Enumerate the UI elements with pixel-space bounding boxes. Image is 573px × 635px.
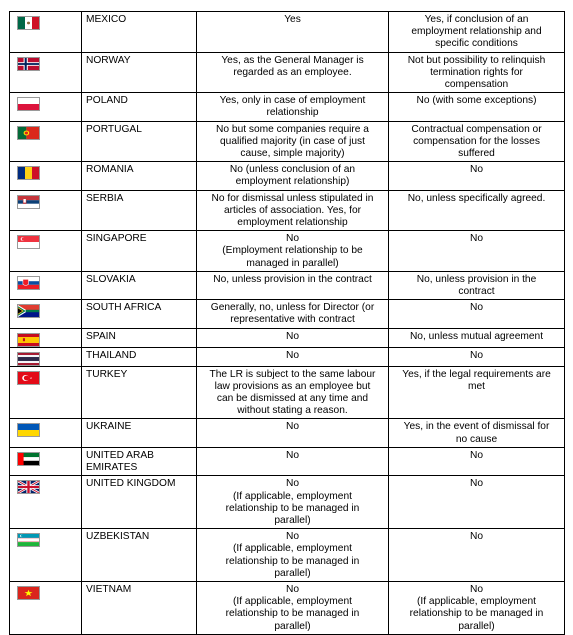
- slovakia-flag-icon: [17, 276, 40, 290]
- answer-cell-column-2: [389, 190, 565, 231]
- country-name: [82, 271, 197, 299]
- flag-cell: [10, 529, 82, 582]
- cell-text-line: parallel): [201, 515, 384, 527]
- cell-text-line: No: [393, 450, 560, 462]
- table-row-thailand: [10, 347, 565, 366]
- cell-text-line: The LR is subject to the same labour: [201, 369, 384, 381]
- answer-cell-column-2: [389, 447, 565, 475]
- cell-text-line: met: [393, 381, 560, 393]
- answer-cell-column-2: [389, 271, 565, 299]
- cell-text-line: No, unless specifically agreed.: [393, 193, 560, 205]
- mexico-flag-icon: [17, 16, 40, 30]
- vietnam-flag-icon: [17, 586, 40, 600]
- poland-flag-icon: [17, 97, 40, 111]
- country-name: [82, 419, 197, 447]
- cell-text-line: can be dismissed at any time and: [201, 393, 384, 405]
- table-row-serbia: [10, 190, 565, 231]
- answer-cell-column-2: [389, 476, 565, 529]
- cell-text-line: Not but possibility to relinquish: [393, 55, 560, 67]
- thailand-flag-icon: [17, 352, 40, 366]
- country-name-line: SPAIN: [86, 331, 192, 343]
- answer-cell-column-2: [389, 529, 565, 582]
- uk-flag-icon: [17, 480, 40, 494]
- flag-cell: [10, 190, 82, 231]
- cell-text-line: Contractual compensation or: [393, 124, 560, 136]
- south-africa-flag-icon: [17, 304, 40, 318]
- flag-cell: [10, 162, 82, 190]
- country-name: [82, 231, 197, 272]
- country-name-line: NORWAY: [86, 55, 192, 67]
- cell-text-line: compensation: [393, 79, 560, 91]
- country-name: [82, 52, 197, 93]
- country-name-line: UZBEKISTAN: [86, 531, 192, 543]
- cell-text-line: No: [393, 584, 560, 596]
- cell-text-line: compensation for the losses: [393, 136, 560, 148]
- flag-cell: [10, 121, 82, 162]
- flag-cell: [10, 300, 82, 328]
- answer-cell-column-1: [197, 121, 389, 162]
- cell-text-line: relationship: [201, 107, 384, 119]
- flag-cell: [10, 419, 82, 447]
- country-name-line: THAILAND: [86, 350, 192, 362]
- serbia-flag-icon: [17, 195, 40, 209]
- cell-text-line: No: [201, 421, 384, 433]
- flag-cell: [10, 271, 82, 299]
- flag-cell: [10, 366, 82, 419]
- cell-text-line: Yes, if the legal requirements are: [393, 369, 560, 381]
- flag-cell: [10, 52, 82, 93]
- cell-text-line: regarded as an employee.: [201, 67, 384, 79]
- cell-text-line: No, unless provision in the contract: [201, 274, 384, 286]
- answer-cell-column-1: [197, 52, 389, 93]
- answer-cell-column-2: [389, 12, 565, 53]
- country-name: [82, 476, 197, 529]
- cell-text-line: Yes, in the event of dismissal for: [393, 421, 560, 433]
- cell-text-line: No: [201, 478, 384, 490]
- cell-text-line: Yes, if conclusion of an: [393, 14, 560, 26]
- romania-flag-icon: [17, 166, 40, 180]
- country-name-line: MEXICO: [86, 14, 192, 26]
- table-row-united-kingdom: [10, 476, 565, 529]
- answer-cell-column-2: [389, 300, 565, 328]
- table-row-south-africa: [10, 300, 565, 328]
- norway-flag-icon: [17, 57, 40, 71]
- country-name-line: ROMANIA: [86, 164, 192, 176]
- country-name: [82, 366, 197, 419]
- country-name: [82, 529, 197, 582]
- cell-text-line: parallel): [201, 621, 384, 633]
- table-row-spain: [10, 328, 565, 347]
- cell-text-line: No: [201, 233, 384, 245]
- cell-text-line: (If applicable, employment: [201, 596, 384, 608]
- portugal-flag-icon: [17, 126, 40, 140]
- cell-text-line: relationship to be managed in: [201, 608, 384, 620]
- answer-cell-column-1: [197, 12, 389, 53]
- cell-text-line: No, unless mutual agreement: [393, 331, 560, 343]
- answer-cell-column-2: [389, 347, 565, 366]
- cell-text-line: No: [393, 350, 560, 362]
- table-body: [10, 12, 565, 635]
- cell-text-line: relationship to be managed in: [393, 608, 560, 620]
- cell-text-line: No: [201, 331, 384, 343]
- cell-text-line: without stating a reason.: [201, 405, 384, 417]
- cell-text-line: Generally, no, unless for Director (or: [201, 302, 384, 314]
- flag-cell: [10, 347, 82, 366]
- cell-text-line: No: [393, 478, 560, 490]
- table-row-portugal: [10, 121, 565, 162]
- country-name: [82, 121, 197, 162]
- uae-flag-icon: [17, 452, 40, 466]
- comparison-table: [9, 11, 565, 635]
- table-row-ukraine: [10, 419, 565, 447]
- cell-text-line: No, unless provision in the: [393, 274, 560, 286]
- table-row-poland: [10, 93, 565, 121]
- country-name-line: POLAND: [86, 95, 192, 107]
- cell-text-line: No: [201, 450, 384, 462]
- answer-cell-column-1: [197, 190, 389, 231]
- answer-cell-column-1: [197, 271, 389, 299]
- cell-text-line: qualified majority (in case of just: [201, 136, 384, 148]
- cell-text-line: Yes: [201, 14, 384, 26]
- cell-text-line: parallel): [201, 568, 384, 580]
- country-name: [82, 162, 197, 190]
- answer-cell-column-1: [197, 93, 389, 121]
- flag-cell: [10, 447, 82, 475]
- answer-cell-column-1: [197, 447, 389, 475]
- cell-text-line: relationship to be managed in: [201, 556, 384, 568]
- cell-text-line: cause, simple majority): [201, 148, 384, 160]
- answer-cell-column-2: [389, 581, 565, 634]
- answer-cell-column-2: [389, 52, 565, 93]
- cell-text-line: law provisions as an employee but: [201, 381, 384, 393]
- table-row-turkey: [10, 366, 565, 419]
- table-row-singapore: [10, 231, 565, 272]
- table-row-romania: [10, 162, 565, 190]
- table-row-norway: [10, 52, 565, 93]
- cell-text-line: termination rights for: [393, 67, 560, 79]
- cell-text-line: specific conditions: [393, 38, 560, 50]
- table-row-mexico: [10, 12, 565, 53]
- spain-flag-icon: [17, 333, 40, 347]
- country-name: [82, 93, 197, 121]
- answer-cell-column-1: [197, 419, 389, 447]
- flag-cell: [10, 93, 82, 121]
- answer-cell-column-1: [197, 529, 389, 582]
- country-name-line: UNITED ARAB: [86, 450, 192, 462]
- country-name-line: TURKEY: [86, 369, 192, 381]
- cell-text-line: employment relationship: [201, 217, 384, 229]
- country-name-line: SOUTH AFRICA: [86, 302, 192, 314]
- answer-cell-column-1: [197, 300, 389, 328]
- answer-cell-column-2: [389, 231, 565, 272]
- answer-cell-column-2: [389, 419, 565, 447]
- cell-text-line: employment relationship and: [393, 26, 560, 38]
- cell-text-line: No: [201, 531, 384, 543]
- country-name-line: SERBIA: [86, 193, 192, 205]
- cell-text-line: Yes, as the General Manager is: [201, 55, 384, 67]
- cell-text-line: No for dismissal unless stipulated in: [201, 193, 384, 205]
- cell-text-line: employment relationship): [201, 176, 384, 188]
- flag-cell: [10, 231, 82, 272]
- cell-text-line: No: [393, 164, 560, 176]
- cell-text-line: suffered: [393, 148, 560, 160]
- cell-text-line: relationship to be managed in: [201, 503, 384, 515]
- answer-cell-column-1: [197, 162, 389, 190]
- country-name-line: UNITED KINGDOM: [86, 478, 192, 490]
- singapore-flag-icon: [17, 235, 40, 249]
- cell-text-line: (If applicable, employment: [201, 491, 384, 503]
- table-row-slovakia: [10, 271, 565, 299]
- cell-text-line: No: [201, 584, 384, 596]
- country-name-line: SLOVAKIA: [86, 274, 192, 286]
- country-name-line: UKRAINE: [86, 421, 192, 433]
- uzbekistan-flag-icon: [17, 533, 40, 547]
- table-row-vietnam: [10, 581, 565, 634]
- cell-text-line: parallel): [393, 621, 560, 633]
- table-row-uzbekistan: [10, 529, 565, 582]
- turkey-flag-icon: [17, 371, 40, 385]
- cell-text-line: no cause: [393, 434, 560, 446]
- country-name: [82, 447, 197, 475]
- cell-text-line: articles of association. Yes, for: [201, 205, 384, 217]
- flag-cell: [10, 581, 82, 634]
- answer-cell-column-1: [197, 366, 389, 419]
- flag-cell: [10, 12, 82, 53]
- answer-cell-column-2: [389, 121, 565, 162]
- country-name: [82, 12, 197, 53]
- cell-text-line: No: [393, 531, 560, 543]
- answer-cell-column-2: [389, 93, 565, 121]
- cell-text-line: representative with contract: [201, 314, 384, 326]
- answer-cell-column-2: [389, 328, 565, 347]
- flag-cell: [10, 476, 82, 529]
- answer-cell-column-1: [197, 328, 389, 347]
- cell-text-line: contract: [393, 286, 560, 298]
- country-name-line: PORTUGAL: [86, 124, 192, 136]
- answer-cell-column-1: [197, 581, 389, 634]
- cell-text-line: No (with some exceptions): [393, 95, 560, 107]
- country-name-line: VIETNAM: [86, 584, 192, 596]
- cell-text-line: (Employment relationship to be: [201, 245, 384, 257]
- country-name-line: SINGAPORE: [86, 233, 192, 245]
- table-row-united-arab-emirates: [10, 447, 565, 475]
- country-name-line: EMIRATES: [86, 462, 192, 474]
- cell-text-line: managed in parallel): [201, 258, 384, 270]
- country-name: [82, 328, 197, 347]
- answer-cell-column-1: [197, 476, 389, 529]
- answer-cell-column-2: [389, 162, 565, 190]
- cell-text-line: No but some companies require a: [201, 124, 384, 136]
- country-name: [82, 581, 197, 634]
- answer-cell-column-1: [197, 347, 389, 366]
- cell-text-line: (If applicable, employment: [201, 543, 384, 555]
- cell-text-line: Yes, only in case of employment: [201, 95, 384, 107]
- cell-text-line: No: [201, 350, 384, 362]
- cell-text-line: No: [393, 302, 560, 314]
- flag-cell: [10, 328, 82, 347]
- answer-cell-column-1: [197, 231, 389, 272]
- country-name: [82, 190, 197, 231]
- country-name: [82, 347, 197, 366]
- country-name: [82, 300, 197, 328]
- ukraine-flag-icon: [17, 423, 40, 437]
- cell-text-line: (If applicable, employment: [393, 596, 560, 608]
- cell-text-line: No: [393, 233, 560, 245]
- answer-cell-column-2: [389, 366, 565, 419]
- cell-text-line: No (unless conclusion of an: [201, 164, 384, 176]
